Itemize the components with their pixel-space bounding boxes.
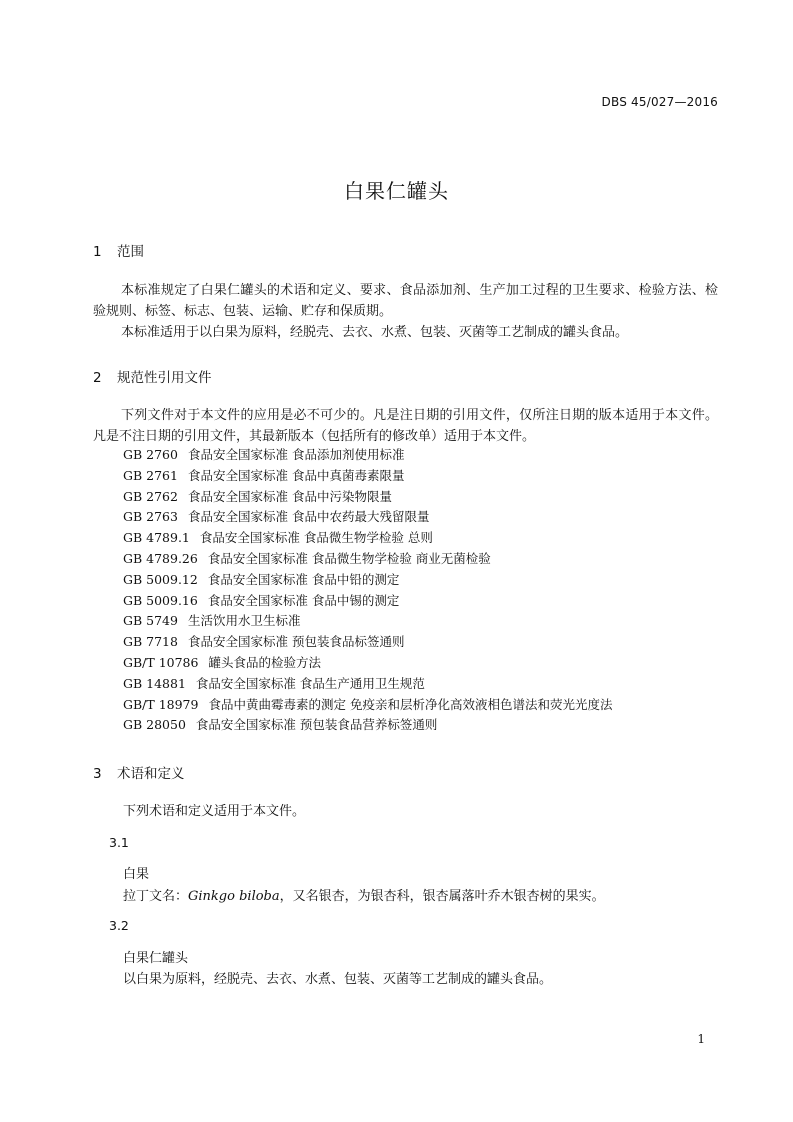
section-3-intro: 下列术语和定义适用于本文件。 [123, 804, 306, 819]
section-2-intro: 下列文件对于本文件的应用是必不可少的。凡是注日期的引用文件，仅所注日期的版本适用于本文件。凡是不注日期的引用文件，其最新版本（包括所有的修改单）适用于本文件。 [93, 408, 718, 444]
reference-code: GB 2760 [123, 447, 178, 462]
page-number: 1 [697, 1032, 705, 1046]
reference-list [123, 445, 612, 736]
term-3-1-name: 白果 [123, 867, 150, 882]
section-3-title: 术语和定义 [117, 766, 185, 782]
reference-item [123, 528, 612, 549]
reference-item [123, 570, 612, 591]
section-2-number: 2 [93, 370, 102, 386]
reference-code: GB/T 18979 [123, 696, 199, 712]
page-title: 白果仁罐头 [344, 179, 449, 203]
reference-item [123, 674, 612, 695]
section-1-paragraph-2: 本标准适用于以白果为原料，经脱壳、去衣、水煮、包装、灭菌等工艺制成的罐头食品。 [121, 325, 629, 340]
document-code: DBS 45/027—2016 [601, 95, 718, 109]
latin-name: Ginkgo biloba [188, 889, 280, 904]
reference-code: GB 4789.26 [123, 550, 198, 566]
reference-title: 食品安全国家标准 食品中铅的测定 [207, 571, 400, 587]
reference-code: GB 28050 [123, 717, 186, 733]
reference-code: GB 2762 [123, 488, 178, 504]
reference-item [123, 445, 612, 466]
reference-code: GB 2763 [123, 509, 178, 525]
reference-title: 食品安全国家标准 预包装食品营养标签通则 [195, 717, 438, 733]
section-1-number: 1 [93, 244, 102, 260]
term-3-2-number: 3.2 [109, 918, 129, 933]
term-3-2-definition: 以白果为原料，经脱壳、去衣、水煮、包装、灭菌等工艺制成的罐头食品。 [123, 972, 553, 987]
reference-item [123, 487, 612, 508]
reference-title: 食品安全国家标准 食品中农药最大残留限量 [187, 509, 430, 525]
reference-code: GB 5749 [123, 613, 178, 629]
reference-item [123, 632, 612, 653]
reference-item [123, 466, 612, 487]
reference-code: GB 5009.12 [123, 571, 198, 587]
reference-code: GB/T 10786 [123, 654, 199, 670]
section-1-title: 范围 [117, 244, 144, 260]
reference-item [123, 653, 612, 674]
reference-item [123, 549, 612, 570]
reference-item [123, 715, 612, 736]
reference-item [123, 507, 612, 528]
reference-code: GB 7718 [123, 634, 178, 650]
reference-title: 罐头食品的检验方法 [208, 654, 321, 670]
reference-item [123, 591, 612, 612]
reference-item [123, 695, 612, 716]
reference-code: GB 2761 [123, 467, 178, 483]
section-2-title: 规范性引用文件 [117, 370, 212, 386]
reference-title: 食品安全国家标准 食品中锡的测定 [207, 592, 400, 608]
section-3-number: 3 [93, 766, 102, 782]
reference-title: 生活饮用水卫生标准 [187, 613, 301, 629]
reference-code: GB 14881 [123, 675, 186, 691]
reference-item [123, 611, 612, 632]
section-2-heading [93, 366, 212, 386]
reference-title: 食品安全国家标准 食品中污染物限量 [187, 488, 392, 504]
term-3-2-name: 白果仁罐头 [123, 951, 189, 966]
section-1-paragraph-1: 本标准规定了白果仁罐头的术语和定义、要求、食品添加剂、生产加工过程的卫生要求、检验方法、检验规则、标签、标志、包装、运输、贮存和保质期。 [93, 283, 718, 319]
reference-title: 食品安全国家标准 食品添加剂使用标准 [187, 447, 405, 462]
reference-title: 食品中黄曲霉毒素的测定 免疫亲和层析净化高效液相色谱法和荧光光度法 [208, 696, 613, 712]
reference-code: GB 5009.16 [123, 592, 198, 608]
definition-prefix: 拉丁文名： [123, 889, 189, 904]
definition-suffix: ，又名银杏，为银杏科，银杏属落叶乔木银杏树的果实。 [279, 889, 605, 904]
reference-code: GB 4789.1 [123, 530, 190, 546]
reference-title: 食品安全国家标准 食品中真菌毒素限量 [187, 467, 405, 483]
reference-title: 食品安全国家标准 食品微生物学检验 总则 [199, 530, 433, 546]
section-1-heading [93, 240, 144, 260]
term-3-1-number: 3.1 [109, 835, 129, 850]
term-3-1-definition [123, 885, 605, 904]
section-3-heading [93, 762, 185, 782]
reference-title: 食品安全国家标准 食品生产通用卫生规范 [195, 675, 425, 691]
reference-title: 食品安全国家标准 食品微生物学检验 商业无菌检验 [207, 550, 491, 566]
reference-title: 食品安全国家标准 预包装食品标签通则 [187, 634, 405, 650]
